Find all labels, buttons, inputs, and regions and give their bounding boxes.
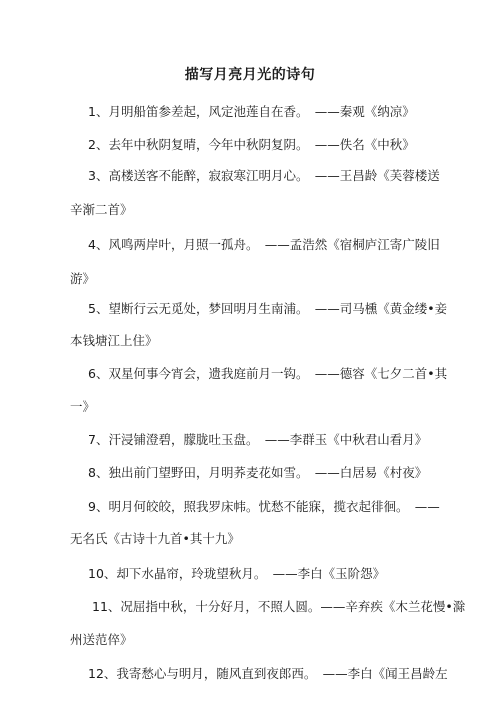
poem-continuation xyxy=(70,390,415,424)
poem-item xyxy=(88,128,433,162)
poem-line: 11、况屈指中秋，十分好月，不照人圆。——辛弃疾《木兰花慢•滁 xyxy=(92,599,466,614)
poem-line: 1、月明船笛参差起，风定池莲自在香。 ——秦观《纳凉》 xyxy=(88,104,415,119)
poem-continuation xyxy=(70,324,415,358)
poem-item xyxy=(88,357,448,391)
poem-line: 无名氏《古诗十九首•其十九》 xyxy=(70,531,240,546)
poem-continuation xyxy=(70,623,415,657)
poem-line: 游》 xyxy=(70,271,96,286)
poem-continuation xyxy=(70,262,415,296)
poem-line: 10、却下水晶帘，玲珑望秋月。 ——李白《玉阶怨》 xyxy=(88,566,386,581)
poem-item xyxy=(88,95,433,129)
poem-line: 4、风鸣两岸叶，月照一孤舟。 ——孟浩然《宿桐庐江寄广陵旧 xyxy=(88,237,440,252)
poem-line: 12、我寄愁心与明月，随风直到夜郎西。 ——李白《闻王昌龄左 xyxy=(88,666,448,681)
poem-line: 一》 xyxy=(70,399,96,414)
poem-item xyxy=(88,228,440,262)
poem-item xyxy=(88,557,433,591)
poem-item xyxy=(88,159,440,193)
poem-line: 辛渐二首》 xyxy=(70,202,133,217)
poem-line: 7、汗浸铺澄碧，朦胧吐玉盘。 ——李群玉《中秋君山看月》 xyxy=(88,432,428,447)
poem-item xyxy=(88,490,440,524)
poem-line: 本钱塘江上住》 xyxy=(70,333,158,348)
poem-line: 6、双星何事今宵会，遗我庭前月一钩。 ——德容《七夕二首•其 xyxy=(88,366,448,381)
poem-line: 5、望断行云无觅处，梦回明月生南浦。 ——司马櫄《黄金缕•妾 xyxy=(88,301,448,316)
poem-item xyxy=(88,657,448,691)
poem-line: 9、明月何皎皎，照我罗床帏。忧愁不能寐，揽衣起徘徊。 —— xyxy=(88,499,440,514)
poem-item xyxy=(88,423,433,457)
poem-line: 8、独出前门望野田，月明荞麦花如雪。 ——白居易《村夜》 xyxy=(88,465,428,480)
poem-item xyxy=(88,292,448,326)
poem-line: 2、去年中秋阴复晴，今年中秋阴复阴。 ——佚名《中秋》 xyxy=(88,137,415,152)
document-title: 描写月亮月光的诗句 xyxy=(184,67,316,83)
poem-continuation xyxy=(70,522,415,556)
poem-line: 州送范倅》 xyxy=(70,632,133,647)
poem-line: 3、高楼送客不能醉，寂寂寒江明月心。 ——王昌龄《芙蓉楼送 xyxy=(88,168,440,183)
poem-item xyxy=(88,456,433,490)
poem-item xyxy=(92,590,466,624)
poem-continuation xyxy=(70,193,415,227)
